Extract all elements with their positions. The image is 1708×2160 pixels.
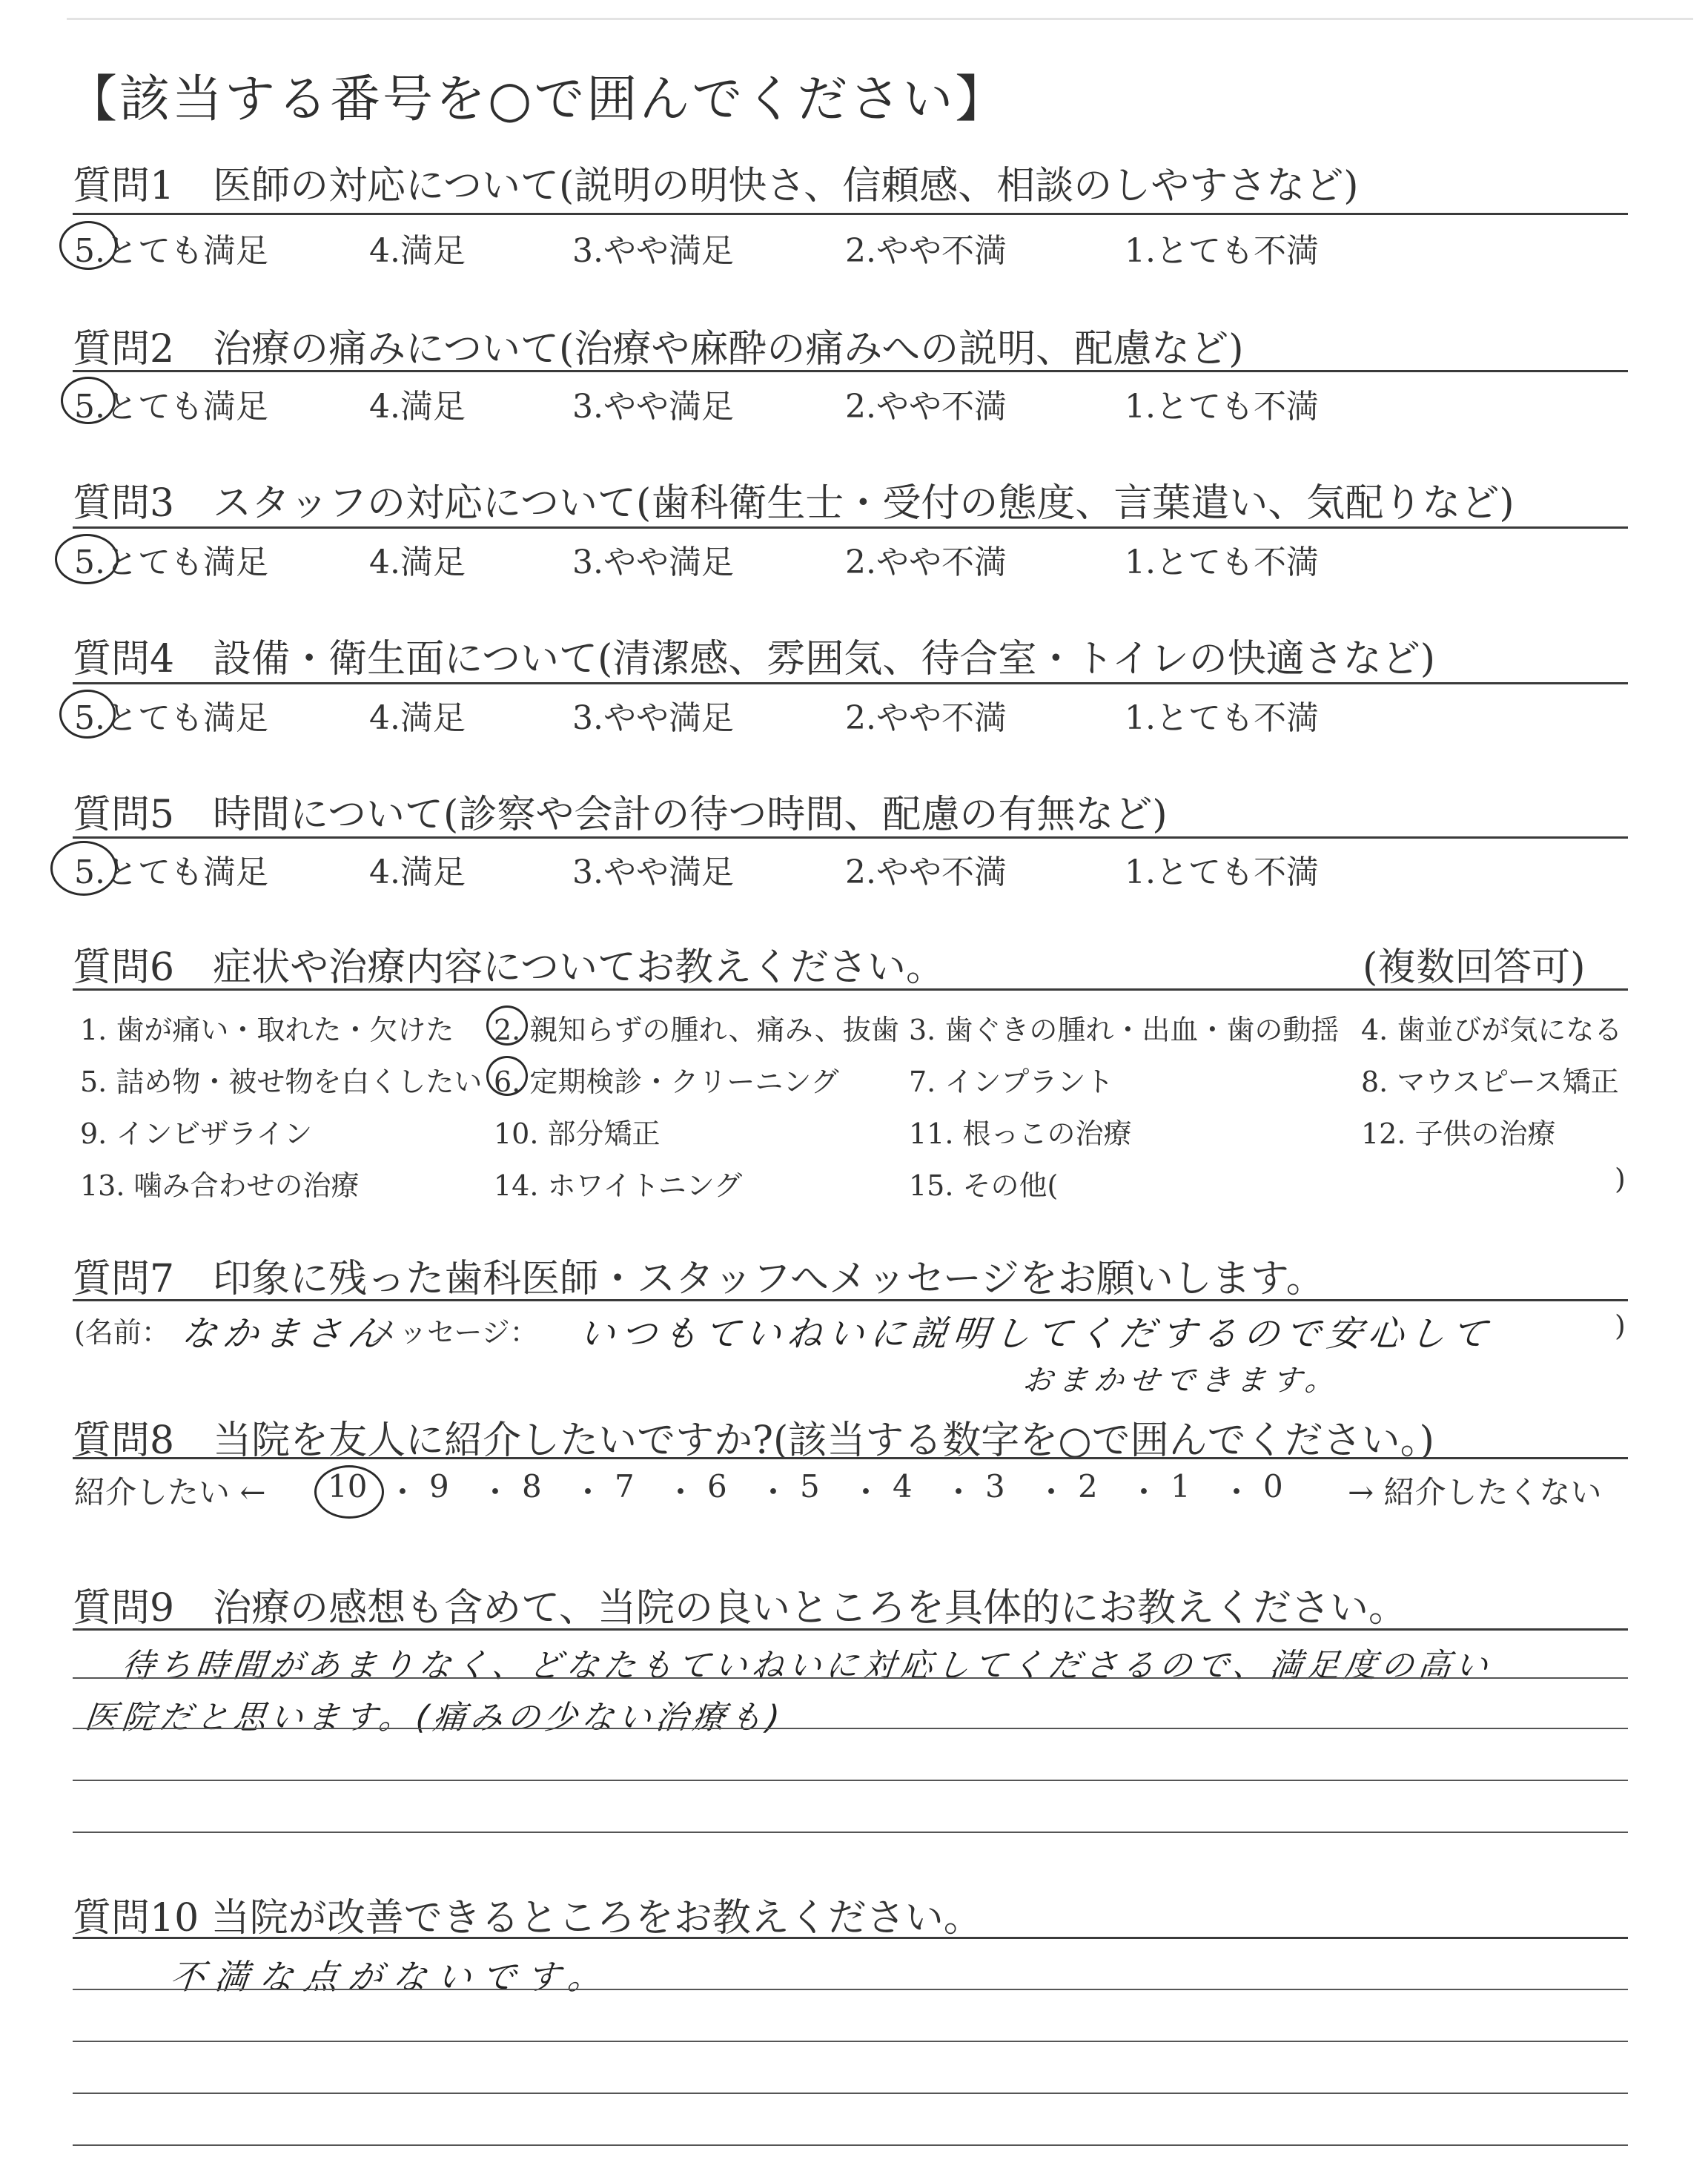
q6-option-1[interactable]: 1. 歯が痛い・取れた・欠けた <box>80 1014 454 1046</box>
q6-option-4[interactable]: 4. 歯並びが気になる <box>1361 1014 1623 1046</box>
q10-rule <box>73 1937 1628 1939</box>
q7-message-line1[interactable]: いつもていねいに説明してくだするので安心して <box>577 1313 1495 1355</box>
q10-line-4 <box>73 2144 1628 2146</box>
q8-scale-7[interactable]: 7 <box>615 1468 635 1505</box>
q8-scale-8[interactable]: 8 <box>522 1468 542 1505</box>
q8-rule <box>73 1457 1628 1459</box>
instructions-header: 【該当する番号を○で囲んでください】 <box>67 70 1008 129</box>
q4-choice-4[interactable]: 4.満足 <box>369 699 466 737</box>
q8-right-label: → 紹介したくない <box>1348 1474 1602 1510</box>
q4-choice-2[interactable]: 2.やや不満 <box>845 699 1007 737</box>
q1-choice-1[interactable]: 1.とても不満 <box>1125 232 1319 270</box>
q3-choice-2[interactable]: 2.やや不満 <box>845 544 1007 581</box>
q8-scale-0[interactable]: 0 <box>1263 1468 1283 1505</box>
q8-scale-3[interactable]: 3 <box>985 1468 1005 1505</box>
q6-option-14[interactable]: 14. ホワイトニング <box>494 1169 743 1202</box>
q7-name-handwritten[interactable]: なかまさん <box>179 1313 391 1355</box>
q7-name-label: (名前： <box>74 1316 170 1349</box>
q8-scale-2[interactable]: 2 <box>1078 1468 1098 1505</box>
q9-line-3 <box>73 1780 1628 1781</box>
q8-scale-4[interactable]: 4 <box>893 1468 913 1505</box>
q8-scale-separator: ・ <box>850 1474 882 1510</box>
q6-option-3[interactable]: 3. 歯ぐきの腫れ・出血・歯の動揺 <box>909 1014 1340 1046</box>
q9-rule <box>73 1628 1628 1631</box>
q8-scale-10[interactable]: 10 <box>328 1468 368 1505</box>
q6-option-13[interactable]: 13. 噛み合わせの治療 <box>80 1169 360 1202</box>
q2-rule <box>73 370 1628 372</box>
q5-choice-4[interactable]: 4.満足 <box>369 853 466 891</box>
q7-message-line2[interactable]: おまかせできます。 <box>1021 1364 1343 1398</box>
q4-title: 質問4 設備・衛生面について(清潔感、雰囲気、待合室・トイレの快適さなど) <box>73 637 1436 681</box>
q10-line-1 <box>73 1989 1628 1990</box>
q10-line-2 <box>73 2041 1628 2042</box>
q9-line-1 <box>73 1677 1628 1679</box>
q8-scale-separator: ・ <box>943 1474 975 1510</box>
q2-title: 質問2 治療の痛みについて(治療や麻酔の痛みへの説明、配慮など) <box>73 327 1244 371</box>
q10-title: 質問10 当院が改善できるところをお教えください。 <box>73 1896 982 1941</box>
q8-scale-9[interactable]: 9 <box>429 1468 449 1505</box>
q3-choice-4[interactable]: 4.満足 <box>369 544 466 581</box>
q1-choice-4[interactable]: 4.満足 <box>369 232 466 270</box>
q4-choice-1[interactable]: 1.とても不満 <box>1125 699 1319 737</box>
q8-left-label: 紹介したい ← <box>74 1474 266 1510</box>
q6-option-2[interactable]: 2. 親知らずの腫れ、痛み、抜歯 <box>494 1014 899 1046</box>
q8-scale-separator: ・ <box>1128 1474 1160 1510</box>
q10-answer[interactable]: 不満な点がないです。 <box>168 1957 615 1997</box>
q9-line-2 <box>73 1728 1628 1729</box>
q7-message-label: メッセージ： <box>371 1316 538 1349</box>
q1-choice-5[interactable]: 5.とても満足 <box>74 232 268 270</box>
q6-note: (複数回答可) <box>1363 945 1586 990</box>
q2-choice-1[interactable]: 1.とても不満 <box>1125 388 1319 426</box>
q9-answer-line1[interactable]: 待ち時間があまりなく、どなたもていねいに対応してくださるので、満足度の高い <box>119 1647 1494 1685</box>
q1-rule <box>73 213 1628 215</box>
q4-choice-3[interactable]: 3.やや満足 <box>572 699 734 737</box>
q7-rule <box>73 1299 1628 1301</box>
q9-answer-line2[interactable]: 医院だと思います。(痛みの少ない治療も) <box>82 1699 787 1737</box>
q8-scale-5[interactable]: 5 <box>800 1468 820 1505</box>
q8-title: 質問8 当院を友人に紹介したいですか?(該当する数字を○で囲んでください。) <box>73 1418 1434 1463</box>
q8-scale-separator: ・ <box>1221 1474 1253 1510</box>
q3-choice-5[interactable]: 5.とても満足 <box>74 544 268 581</box>
q6-title: 質問6 症状や治療内容についてお教えください。 <box>73 945 945 990</box>
q1-title: 質問1 医師の対応について(説明の明快さ、信頼感、相談のしやすさなど) <box>73 164 1359 208</box>
q8-scale-1[interactable]: 1 <box>1171 1468 1191 1505</box>
q6-option-5[interactable]: 5. 詰め物・被せ物を白くしたい <box>80 1066 483 1098</box>
q8-scale-separator: ・ <box>387 1474 419 1510</box>
q8-scale-separator: ・ <box>480 1474 512 1510</box>
q9-title: 質問9 治療の感想も含めて、当院の良いところを具体的にお教えください。 <box>73 1586 1408 1631</box>
q9-line-4 <box>73 1832 1628 1833</box>
q7-title: 質問7 印象に残った歯科医師・スタッフへメッセージをお願いします。 <box>73 1257 1325 1301</box>
q3-rule <box>73 526 1628 529</box>
q1-choice-2[interactable]: 2.やや不満 <box>845 232 1007 270</box>
q3-choice-1[interactable]: 1.とても不満 <box>1125 544 1319 581</box>
q6-option-15[interactable]: 15. その他( <box>909 1169 1059 1202</box>
q6-option-10[interactable]: 10. 部分矯正 <box>494 1117 661 1150</box>
q8-scale-separator: ・ <box>1036 1474 1068 1510</box>
q8-scale-6[interactable]: 6 <box>707 1468 727 1505</box>
q5-choice-5[interactable]: 5.とても満足 <box>74 853 268 891</box>
q8-scale-separator: ・ <box>572 1474 604 1510</box>
q6-option-12[interactable]: 12. 子供の治療 <box>1361 1117 1556 1150</box>
q6-other-close-paren: ) <box>1615 1163 1626 1195</box>
q2-choice-2[interactable]: 2.やや不満 <box>845 388 1007 426</box>
q5-choice-2[interactable]: 2.やや不満 <box>845 853 1007 891</box>
q7-close-paren: ) <box>1615 1309 1626 1342</box>
q6-option-7[interactable]: 7. インプラント <box>909 1066 1114 1098</box>
q1-choice-3[interactable]: 3.やや満足 <box>572 232 734 270</box>
q5-rule <box>73 836 1628 839</box>
q6-option-8[interactable]: 8. マウスピース矯正 <box>1361 1066 1619 1098</box>
q6-option-6[interactable]: 6. 定期検診・クリーニング <box>494 1066 839 1098</box>
q8-scale-separator: ・ <box>665 1474 697 1510</box>
q4-choice-5[interactable]: 5.とても満足 <box>74 699 268 737</box>
q8-scale-separator: ・ <box>758 1474 790 1510</box>
q6-rule <box>73 988 1628 991</box>
q5-choice-1[interactable]: 1.とても不満 <box>1125 853 1319 891</box>
q5-title: 質問5 時間について(診察や会計の待つ時間、配慮の有無など) <box>73 793 1168 837</box>
q5-choice-3[interactable]: 3.やや満足 <box>572 853 734 891</box>
q2-choice-4[interactable]: 4.満足 <box>369 388 466 426</box>
q10-line-3 <box>73 2093 1628 2094</box>
q6-option-9[interactable]: 9. インビザライン <box>80 1117 313 1150</box>
q2-choice-3[interactable]: 3.やや満足 <box>572 388 734 426</box>
q2-choice-5[interactable]: 5.とても満足 <box>74 388 268 426</box>
q3-choice-3[interactable]: 3.やや満足 <box>572 544 734 581</box>
q6-option-11[interactable]: 11. 根っこの治療 <box>909 1117 1132 1150</box>
q3-title: 質問3 スタッフの対応について(歯科衛生士・受付の態度、言葉遣い、気配りなど) <box>73 481 1515 526</box>
top-border <box>67 18 1693 20</box>
q4-rule <box>73 682 1628 684</box>
